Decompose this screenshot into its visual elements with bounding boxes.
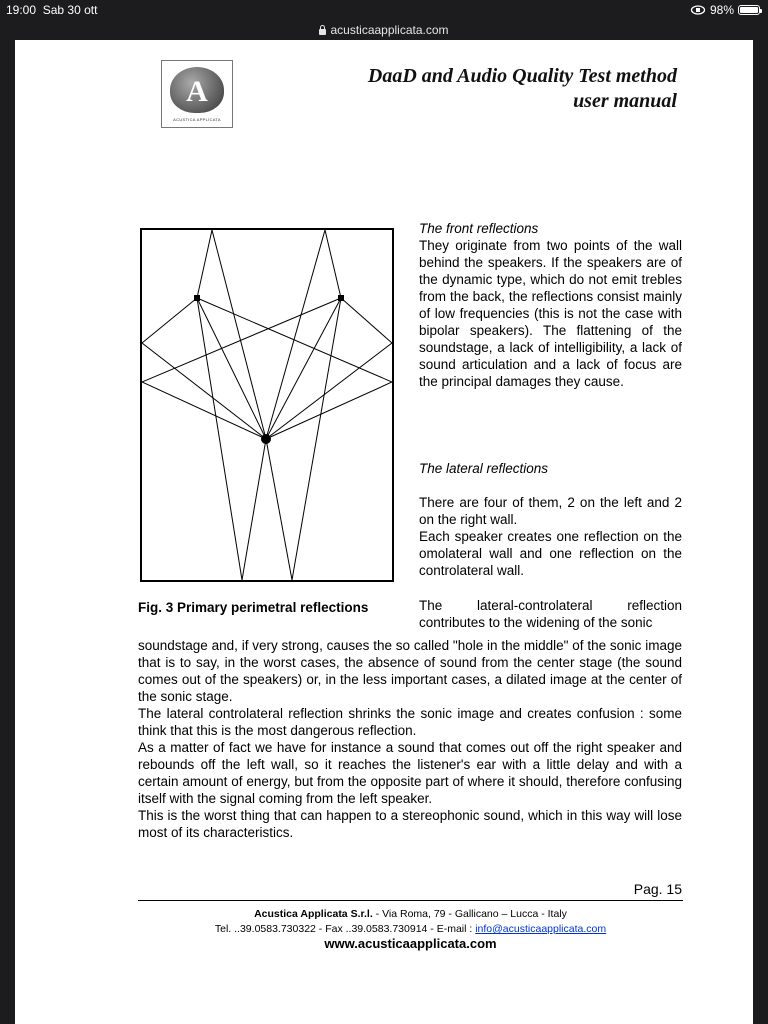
status-bar [0,0,768,20]
status-time: 19:00 [6,3,37,17]
lateral-paragraph-3-start [419,597,682,631]
lateral-paragraph-3-start-text: The lateral-controlateral reflection contributes to the widening of the sonic [419,598,682,630]
ray [142,298,341,382]
main-body-text [138,637,682,841]
ray [197,298,242,580]
footer-address: - Via Roma, 79 - Gallicano – Lucca - Italy [372,908,567,920]
footer-company: Acustica Applicata S.r.l. [254,908,373,920]
lock-icon [319,29,326,35]
ray [197,230,212,298]
company-logo [161,60,233,128]
address-bar[interactable] [0,20,768,40]
reflections-diagram [140,228,394,582]
lateral-paragraph-3-rest: soundstage and, if very strong, causes the so called "hole in the middle" of the sonic image that is to say, in the worst cases, the absence of sound from the center stage (the sound comes out of the speakers) or, in the less important cases, a dilated image at the center of the sonic stage. [138,638,682,704]
front-reflections-text: They originate from two points of the wall behind the speakers. If the speakers are of the dynamic type, which do not emit trebles from the back, the reflections consist mainly of low frequencies (this is not the case with bipolar speakers). The flattening of the soundstage, a lack of intelligibility, a lack of sound articulation and a lack of focus are the principal damages they cause. [419,238,682,389]
footer-contact-line [138,923,683,935]
ray [142,298,197,343]
listener-point [261,434,271,444]
status-time-date [6,3,97,17]
ray [292,298,341,580]
battery-percent: 98% [709,3,734,17]
ray [197,298,392,382]
ray [266,298,341,439]
document-title [368,64,677,114]
ray [325,230,341,298]
title-line-2: user manual [573,90,677,112]
ray [197,298,266,439]
logo-emblem [170,67,224,113]
left-speaker [194,295,200,301]
ray [266,439,292,580]
lateral-paragraph-4: The lateral controlateral reflection shrinks the sonic image and creates confusion : some think that this is the most dangerous reflection. [138,706,682,738]
footer-email-link[interactable]: info@acusticaapplicata.com [475,923,607,935]
document-page [15,40,753,1024]
logo-caption: ACUSTICA APPLICATA [173,117,221,122]
front-reflections-section [419,220,682,390]
ray [212,230,266,439]
ray [242,439,266,580]
lateral-reflections-section [419,460,682,579]
url-text[interactable]: acusticaapplicata.com [330,23,449,37]
footer-website[interactable]: www.acusticaapplicata.com [324,936,497,951]
ray [341,298,392,343]
spacer [419,477,682,494]
right-speaker [338,295,344,301]
title-line-1: DaaD and Audio Quality Test method [367,65,677,87]
footer-company-line [138,908,683,920]
ray [266,230,325,439]
battery-icon [738,5,760,15]
lateral-reflections-heading: The lateral reflections [419,461,549,476]
orientation-lock-icon [690,4,706,16]
lateral-paragraph-6: This is the worst thing that can happen to a stereophonic sound, which in this way will lose most of its characteristics. [138,808,682,840]
figure-caption: Fig. 3 Primary perimetral reflections [138,600,369,615]
status-date: Sab 30 ott [42,3,98,17]
front-reflections-heading: The front reflections [419,221,539,236]
footer-divider [138,900,683,901]
status-right [690,3,760,17]
logo-letter: A [186,75,208,108]
page-number: Pag. 15 [633,881,682,897]
lateral-paragraph-1: There are four of them, 2 on the left and 2 on the right wall. [419,495,682,527]
reflections-diagram-drawing [142,230,392,580]
battery-fill [740,7,758,13]
lateral-paragraph-2: Each speaker creates one reflection on the omolateral wall and one reflection on the controlateral wall. [419,529,682,578]
footer-contact: Tel. ..39.0583.730322 - Fax ..39.0583.730914 - E-mail : [214,923,476,935]
lateral-paragraph-5: As a matter of fact we have for instance a sound that comes out off the right speaker and rebounds off the left wall, so it reaches the listener's ear with a little delay and with a certain amount of energy, but from the opposite part of where it should, therefore confusing itself with the signal coming from the left speaker. [138,740,682,806]
